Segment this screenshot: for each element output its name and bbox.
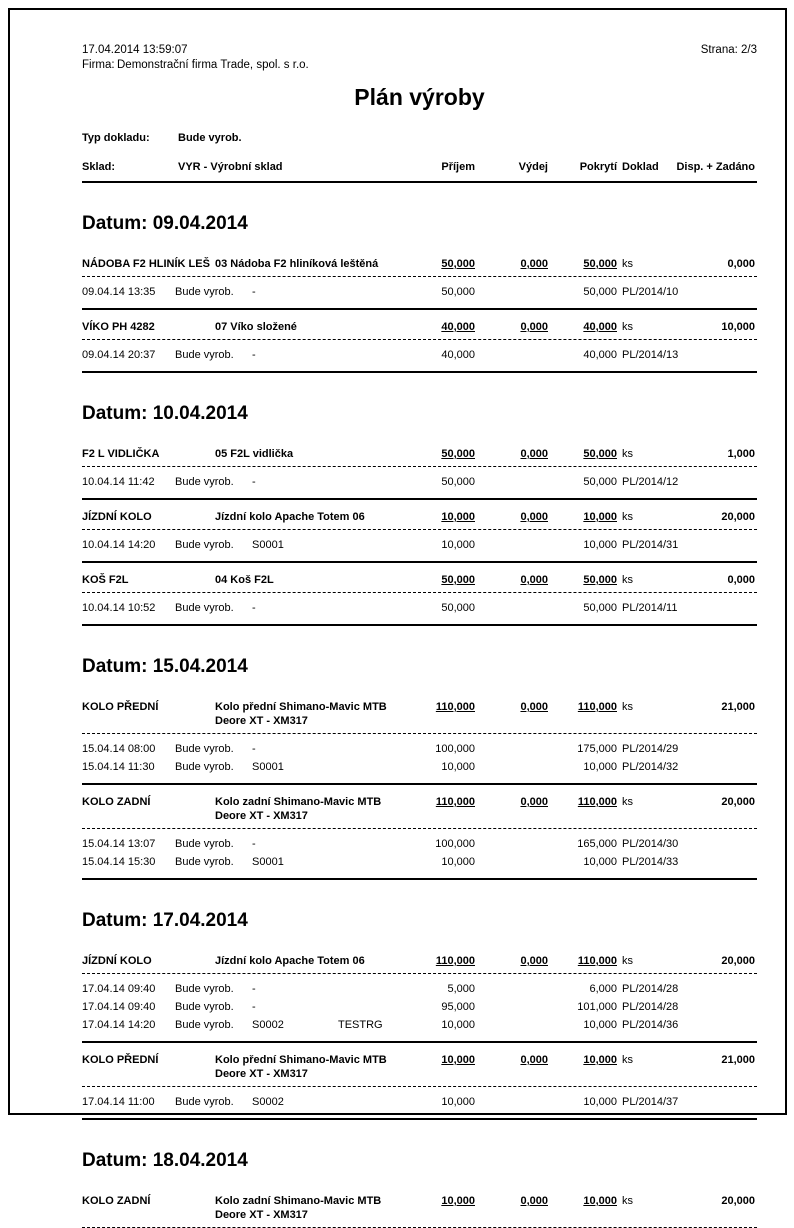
date-heading: Datum: 10.04.2014 (82, 403, 248, 424)
item-pokryti-value: 110,000 (577, 701, 617, 713)
detail-status: Bude vyrob. (175, 286, 234, 298)
detail-serie: - (252, 1001, 256, 1013)
item-disp-zadano-value: 21,000 (721, 1054, 755, 1066)
detail-row (82, 1015, 757, 1033)
detail-prijem-value: 50,000 (441, 602, 475, 614)
doc-type-label: Typ dokladu: (82, 132, 150, 144)
item-pokryti-value: 40,000 (583, 321, 617, 333)
item-description: Kolo zadní Shimano-Mavic MTB Deore XT - XM317 (215, 796, 382, 822)
detail-doklad: PL/2014/11 (622, 602, 678, 614)
detail-prijem-value: 10,000 (441, 1096, 475, 1108)
item-unit: ks (622, 448, 633, 460)
item-prijem-value: 50,000 (441, 258, 475, 270)
detail-datetime: 15.04.14 11:30 (82, 761, 155, 773)
column-header-pokryti: Pokrytí (579, 161, 617, 173)
item-pokryti-value: 50,000 (583, 448, 617, 460)
item-vydej-value: 0,000 (520, 796, 548, 808)
detail-pokryti-value: 10,000 (583, 1019, 617, 1031)
detail-rows (82, 974, 757, 1033)
item-unit: ks (622, 321, 633, 333)
item-pokryti-value: 10,000 (583, 1054, 617, 1066)
item-name: F2 L VIDLIČKA (82, 448, 160, 460)
item-description: 07 Víko složené (215, 321, 297, 333)
detail-prijem-value: 10,000 (441, 856, 475, 868)
detail-doklad: PL/2014/12 (622, 476, 679, 488)
detail-datetime: 09.04.14 20:37 (82, 349, 156, 361)
detail-pokryti-value: 50,000 (583, 602, 617, 614)
report-page (8, 8, 787, 1221)
item-disp-zadano-value: 20,000 (721, 511, 755, 523)
item-disp-zadano-value: 10,000 (721, 321, 755, 333)
detail-prijem-value: 40,000 (441, 349, 475, 361)
item-list (82, 690, 757, 880)
item-description: 03 Nádoba F2 hliníková leštěná (215, 258, 379, 270)
detail-doklad: PL/2014/10 (622, 286, 679, 298)
detail-row (82, 757, 757, 775)
item-prijem-value: 110,000 (435, 955, 475, 967)
detail-row (82, 739, 757, 757)
detail-prijem-value: 50,000 (441, 476, 475, 488)
detail-doklad: PL/2014/28 (622, 1001, 679, 1013)
item-disp-zadano-value: 1,000 (727, 448, 755, 460)
detail-pokryti-value: 10,000 (583, 539, 617, 551)
warehouse-label: Sklad: (82, 161, 116, 173)
item-block (82, 310, 757, 373)
report-title: Plán výroby (354, 84, 485, 110)
item-name: JÍZDNÍ KOLO (82, 511, 152, 523)
item-unit: ks (622, 1054, 633, 1066)
page-number: Strana: 2/3 (700, 44, 757, 56)
item-name: KOLO ZADNÍ (82, 1195, 151, 1207)
item-header-row (82, 500, 757, 530)
detail-datetime: 17.04.14 09:40 (82, 1001, 156, 1013)
detail-row (82, 979, 757, 997)
item-vydej-value: 0,000 (520, 321, 548, 333)
item-description: Jízdní kolo Apache Totem 06 (215, 955, 365, 967)
detail-rows (82, 277, 757, 300)
item-name: NÁDOBA F2 HLINÍK LEŠ (82, 258, 210, 270)
item-unit: ks (622, 1195, 633, 1207)
item-name: KOLO PŘEDNÍ (82, 1054, 159, 1066)
item-block (82, 247, 757, 310)
detail-datetime: 09.04.14 13:35 (82, 286, 156, 298)
item-prijem-value: 110,000 (435, 701, 475, 713)
item-pokryti-value: 10,000 (583, 511, 617, 523)
detail-pokryti-value: 101,000 (577, 1001, 617, 1013)
item-description: Kolo přední Shimano-Mavic MTB Deore XT - XM317 (215, 701, 387, 727)
detail-status: Bude vyrob. (175, 602, 234, 614)
detail-doklad: PL/2014/32 (622, 761, 679, 773)
company-row (82, 59, 757, 71)
item-header-row (82, 1184, 757, 1228)
company-label: Firma: (82, 59, 115, 71)
detail-rows (82, 829, 757, 870)
item-vydej-value: 0,000 (520, 955, 548, 967)
item-list (82, 944, 757, 1120)
column-header-prijem: Příjem (441, 161, 475, 173)
item-disp-zadano-value: 20,000 (721, 955, 755, 967)
detail-rows (82, 593, 757, 616)
detail-pokryti-value: 165,000 (577, 838, 617, 850)
detail-doklad: PL/2014/29 (622, 743, 679, 755)
date-section (82, 403, 757, 626)
detail-row (82, 282, 757, 300)
detail-status: Bude vyrob. (175, 349, 234, 361)
detail-row (82, 834, 757, 852)
detail-datetime: 15.04.14 15:30 (82, 856, 156, 868)
date-section (82, 910, 757, 1120)
detail-serie: S0001 (252, 539, 284, 551)
item-block (82, 1043, 757, 1120)
item-name: VÍKO PH 4282 (82, 321, 155, 333)
detail-row (82, 598, 757, 616)
detail-prijem-value: 50,000 (441, 286, 475, 298)
detail-doklad: PL/2014/13 (622, 349, 679, 361)
date-heading: Datum: 17.04.2014 (82, 910, 248, 931)
item-header-row (82, 944, 757, 974)
detail-pokryti-value: 10,000 (583, 761, 617, 773)
item-header-row (82, 437, 757, 467)
report-meta-row (82, 44, 757, 56)
detail-serie: - (252, 286, 256, 298)
item-description: Kolo přední Shimano-Mavic MTB Deore XT - XM317 (215, 1054, 387, 1080)
item-unit: ks (622, 574, 633, 586)
detail-datetime: 17.04.14 14:20 (82, 1019, 156, 1031)
item-header-row (82, 690, 757, 734)
detail-datetime: 10.04.14 10:52 (82, 602, 156, 614)
date-section (82, 213, 757, 373)
item-vydej-value: 0,000 (520, 448, 548, 460)
item-vydej-value: 0,000 (520, 1054, 548, 1066)
item-header-row (82, 785, 757, 829)
detail-row (82, 535, 757, 553)
warehouse-value: VYR - Výrobní sklad (178, 161, 283, 173)
date-section (82, 656, 757, 880)
detail-doklad: PL/2014/36 (622, 1019, 679, 1031)
item-header-row (82, 247, 757, 277)
item-unit: ks (622, 796, 633, 808)
item-description: 04 Koš F2L (215, 574, 274, 586)
detail-doklad: PL/2014/31 (622, 539, 679, 551)
item-unit: ks (622, 511, 633, 523)
detail-row (82, 345, 757, 363)
item-prijem-value: 10,000 (441, 511, 475, 523)
date-heading: Datum: 15.04.2014 (82, 656, 248, 677)
detail-datetime: 15.04.14 13:07 (82, 838, 156, 850)
item-pokryti-value: 10,000 (583, 1195, 617, 1207)
item-pokryti-value: 110,000 (577, 955, 617, 967)
detail-serie: S0001 (252, 761, 284, 773)
column-header-doklad: Doklad (622, 161, 659, 173)
detail-prijem-value: 100,000 (435, 743, 475, 755)
item-description: Kolo zadní Shimano-Mavic MTB Deore XT - XM317 (215, 1195, 382, 1221)
print-datetime: 17.04.2014 13:59:07 (82, 44, 188, 56)
item-name: JÍZDNÍ KOLO (82, 955, 152, 967)
detail-prijem-value: 10,000 (441, 539, 475, 551)
detail-serie: - (252, 349, 256, 361)
detail-serie: - (252, 743, 256, 755)
date-heading: Datum: 09.04.2014 (82, 213, 248, 234)
detail-pokryti-value: 50,000 (583, 286, 617, 298)
item-prijem-value: 50,000 (441, 574, 475, 586)
detail-datetime: 10.04.14 11:42 (82, 476, 155, 488)
item-vydej-value: 0,000 (520, 701, 548, 713)
detail-serie: S0002 (252, 1019, 284, 1031)
detail-row (82, 472, 757, 490)
item-prijem-value: 10,000 (441, 1195, 475, 1207)
item-vydej-value: 0,000 (520, 574, 548, 586)
item-name: KOŠ F2L (82, 574, 129, 586)
item-list (82, 437, 757, 626)
detail-datetime: 17.04.14 11:00 (82, 1096, 155, 1108)
detail-rows (82, 340, 757, 363)
detail-prijem-value: 10,000 (441, 1019, 475, 1031)
doc-type-row (82, 132, 757, 144)
item-block (82, 437, 757, 500)
item-description: Jízdní kolo Apache Totem 06 (215, 511, 365, 523)
item-pokryti-value: 50,000 (583, 258, 617, 270)
detail-prijem-value: 95,000 (441, 1001, 475, 1013)
detail-status: Bude vyrob. (175, 856, 234, 868)
item-header-row (82, 310, 757, 340)
detail-serie: S0001 (252, 856, 284, 868)
detail-row (82, 997, 757, 1015)
item-disp-zadano-value: 20,000 (721, 796, 755, 808)
company-name: Demonstrační firma Trade, spol. s r.o. (117, 59, 309, 71)
column-header-vydej: Výdej (518, 161, 548, 173)
item-block (82, 1184, 757, 1228)
item-vydej-value: 0,000 (520, 511, 548, 523)
item-name: KOLO PŘEDNÍ (82, 701, 159, 713)
column-header-disp-zadano: Disp. + Zadáno (676, 161, 755, 173)
date-heading: Datum: 18.04.2014 (82, 1150, 248, 1171)
detail-status: Bude vyrob. (175, 539, 234, 551)
item-list (82, 1184, 757, 1228)
detail-doklad: PL/2014/33 (622, 856, 679, 868)
item-vydej-value: 0,000 (520, 1195, 548, 1207)
detail-serie: - (252, 602, 256, 614)
item-disp-zadano-value: 20,000 (721, 1195, 755, 1207)
detail-pokryti-value: 50,000 (583, 476, 617, 488)
detail-pokryti-value: 6,000 (589, 983, 617, 995)
detail-rows (82, 734, 757, 775)
detail-prijem-value: 10,000 (441, 761, 475, 773)
item-header-row (82, 1043, 757, 1087)
detail-doklad: PL/2014/28 (622, 983, 679, 995)
doc-type-value: Bude vyrob. (178, 132, 242, 144)
item-block (82, 563, 757, 626)
detail-prijem-value: 100,000 (435, 838, 475, 850)
detail-rows (82, 467, 757, 490)
detail-status: Bude vyrob. (175, 476, 234, 488)
detail-datetime: 10.04.14 14:20 (82, 539, 156, 551)
detail-status: Bude vyrob. (175, 1001, 234, 1013)
detail-status: Bude vyrob. (175, 1096, 234, 1108)
detail-status: Bude vyrob. (175, 761, 234, 773)
item-name: KOLO ZADNÍ (82, 796, 151, 808)
item-unit: ks (622, 258, 633, 270)
date-section (82, 1150, 757, 1228)
item-prijem-value: 110,000 (435, 796, 475, 808)
item-header-row (82, 563, 757, 593)
item-block (82, 500, 757, 563)
detail-status: Bude vyrob. (175, 983, 234, 995)
item-disp-zadano-value: 0,000 (727, 258, 755, 270)
item-unit: ks (622, 955, 633, 967)
detail-row (82, 852, 757, 870)
detail-pokryti-value: 175,000 (577, 743, 617, 755)
detail-serie: - (252, 476, 256, 488)
detail-status: Bude vyrob. (175, 1019, 234, 1031)
item-pokryti-value: 50,000 (583, 574, 617, 586)
item-prijem-value: 40,000 (441, 321, 475, 333)
detail-doklad: PL/2014/37 (622, 1096, 679, 1108)
detail-status: Bude vyrob. (175, 743, 234, 755)
item-pokryti-value: 110,000 (577, 796, 617, 808)
item-prijem-value: 50,000 (441, 448, 475, 460)
detail-rows (82, 530, 757, 553)
detail-doklad: PL/2014/30 (622, 838, 679, 850)
detail-serie: - (252, 838, 256, 850)
detail-pokryti-value: 10,000 (583, 856, 617, 868)
detail-datetime: 15.04.14 08:00 (82, 743, 156, 755)
date-sections (82, 213, 757, 1228)
detail-serie: S0002 (252, 1096, 284, 1108)
item-disp-zadano-value: 21,000 (721, 701, 755, 713)
detail-status: Bude vyrob. (175, 838, 234, 850)
item-block (82, 944, 757, 1043)
detail-pokryti-value: 40,000 (583, 349, 617, 361)
item-block (82, 785, 757, 880)
item-list (82, 247, 757, 373)
item-vydej-value: 0,000 (520, 258, 548, 270)
detail-prijem-value: 5,000 (447, 983, 475, 995)
detail-row (82, 1092, 757, 1110)
item-unit: ks (622, 701, 633, 713)
item-prijem-value: 10,000 (441, 1054, 475, 1066)
detail-serie: - (252, 983, 256, 995)
item-description: 05 F2L vidlička (215, 448, 294, 460)
table-column-header-row (82, 161, 757, 183)
detail-pokryti-value: 10,000 (583, 1096, 617, 1108)
detail-rows (82, 1087, 757, 1110)
item-disp-zadano-value: 0,000 (727, 574, 755, 586)
detail-extra: TESTRG (338, 1019, 383, 1031)
detail-datetime: 17.04.14 09:40 (82, 983, 156, 995)
report-content (82, 44, 757, 1228)
item-block (82, 690, 757, 785)
